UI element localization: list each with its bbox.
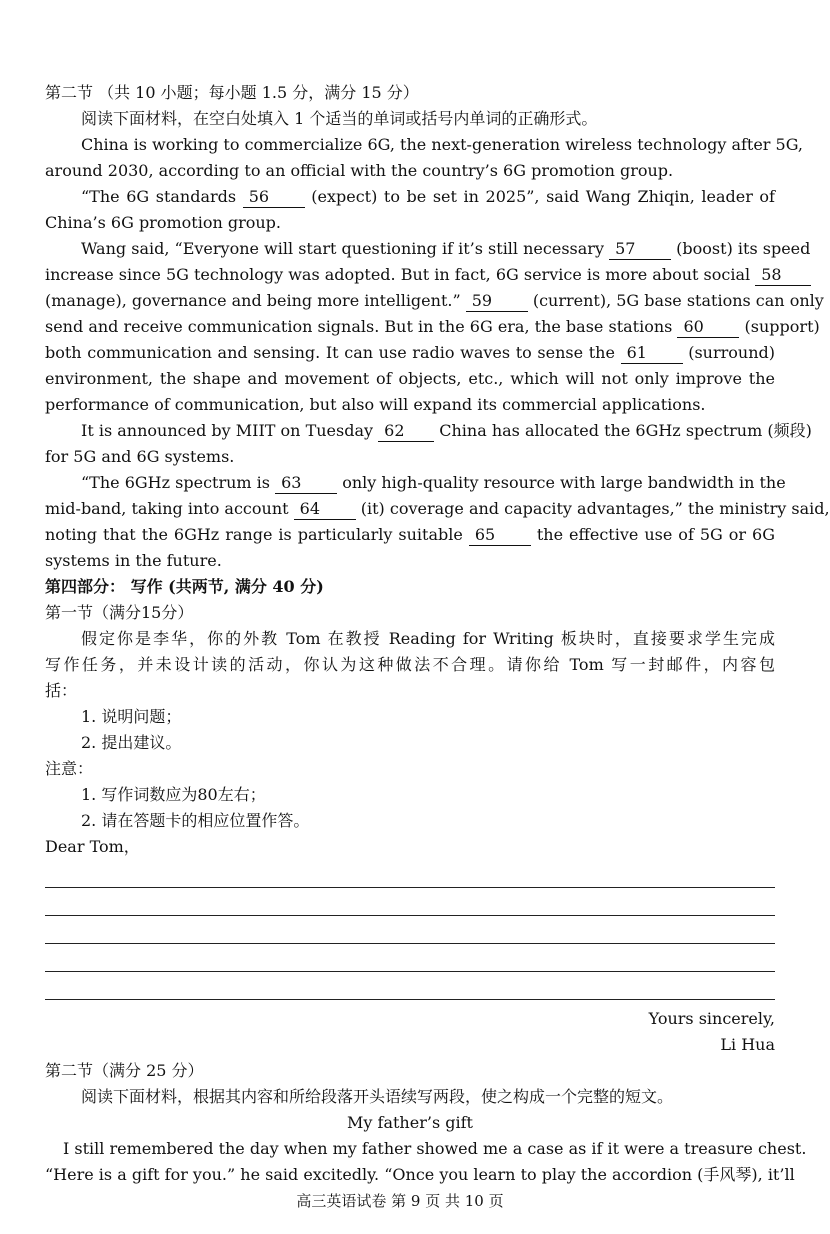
blank-62: 62 [378, 421, 434, 442]
section2-heading: 第二节 （共 10 小题；每小题 1.5 分，满分 15 分） [45, 83, 419, 102]
text: (expect) to be set in 2025”, said Wang Zhiqin, leader of [311, 187, 775, 206]
text: “The 6GHz spectrum is [81, 473, 270, 492]
passage-line [45, 262, 782, 288]
writing1-prompt: 假定你是李华，你的外教 Tom 在教授 Reading for Writing 板块时，直接要求学生完成 [81, 629, 775, 648]
blank-63: 63 [275, 473, 337, 494]
page-footer: 高三英语试卷 第 9 页 共 10 页 [296, 1192, 504, 1210]
writing1-item: 2. 提出建议。 [81, 733, 182, 752]
passage-line: China is working to commercialize 6G, the next-generation wireless technology after 5G, [81, 135, 804, 154]
answer-line [45, 972, 775, 1000]
writing1-item: 1. 说明问题； [81, 707, 182, 726]
blank-64: 64 [294, 499, 356, 520]
text: noting that the 6GHz range is particularly suitable [45, 525, 463, 544]
passage-line: around 2030, according to an official with the country’s 6G promotion group. [45, 161, 674, 180]
part4-heading: 第四部分： 写作 (共两节, 满分 40 分) [45, 577, 324, 596]
blank-58: 58 [755, 265, 811, 286]
section2-instruction: 阅读下面材料，在空白处填入 1 个适当的单词或括号内单词的正确形式。 [81, 109, 598, 128]
answer-line [45, 860, 775, 888]
text: (surround) [688, 343, 775, 362]
passage-line [45, 470, 786, 496]
passage-line: environment, the shape and movement of objects, etc., which will not only improve the [45, 369, 775, 388]
text: (current), 5G base stations can only [532, 291, 824, 310]
text: send and receive communication signals. But in the 6G era, the base stations [45, 317, 673, 336]
text: “The 6G standards [81, 187, 237, 206]
passage-line [45, 496, 830, 522]
passage-line [45, 236, 811, 262]
blank-65: 65 [469, 525, 531, 546]
story-title: My father’s gift [347, 1113, 473, 1132]
passage-line: performance of communication, but also will expand its commercial applications. [45, 395, 706, 414]
note-item: 1. 写作词数应为80左右； [81, 785, 266, 804]
blank-56: 56 [243, 187, 305, 208]
passage-line [45, 288, 824, 314]
blank-59: 59 [466, 291, 528, 312]
text: Wang said, “Everyone will start questioning if it’s still necessary [81, 239, 604, 258]
text: (boost) its speed [676, 239, 811, 258]
notes-label: 注意： [45, 759, 94, 778]
signature: Li Hua [720, 1035, 775, 1054]
story-line: I still remembered the day when my father showed me a case as if it were a treasure chest. [63, 1139, 807, 1158]
text: (manage), governance and being more intelligent.” [45, 291, 461, 310]
text: It is announced by MIIT on Tuesday [81, 421, 374, 440]
salutation: Dear Tom， [45, 837, 140, 856]
passage-line [45, 184, 775, 210]
note-item: 2. 请在答题卡的相应位置作答。 [81, 811, 310, 830]
answer-lines [45, 860, 775, 1000]
text: only high-quality resource with large bandwidth in the [342, 473, 786, 492]
passage-line [45, 314, 820, 340]
passage-line [45, 522, 775, 548]
answer-line [45, 888, 775, 916]
passage-line: China’s 6G promotion group. [45, 213, 281, 232]
blank-61: 61 [621, 343, 683, 364]
blank-57: 57 [609, 239, 671, 260]
writing1-prompt: 括： [45, 681, 78, 700]
story-line: “Here is a gift for you.” he said excitedly. “Once you learn to play the accordion (手风琴), it’ll [45, 1165, 795, 1184]
passage-line [45, 418, 812, 444]
passage-line: for 5G and 6G systems. [45, 447, 235, 466]
writing2-instruction: 阅读下面材料，根据其内容和所给段落开头语续写两段，使之构成一个完整的短文。 [81, 1087, 674, 1106]
blank-60: 60 [677, 317, 739, 338]
writing1-heading: 第一节（满分15分） [45, 603, 194, 622]
writing1-prompt: 写作任务，并未设计读的活动，你认为这种做法不合理。请你给 Tom 写一封邮件，内容包 [45, 655, 775, 674]
text: (it) coverage and capacity advantages,” the ministry said, [360, 499, 830, 518]
answer-line [45, 916, 775, 944]
answer-line [45, 944, 775, 972]
passage-line [45, 340, 775, 366]
passage-line: systems in the future. [45, 551, 222, 570]
text: both communication and sensing. It can use radio waves to sense the [45, 343, 615, 362]
text: the effective use of 5G or 6G [536, 525, 776, 544]
text: China has allocated the 6GHz spectrum (频段) [439, 421, 812, 440]
text: increase since 5G technology was adopted. But in fact, 6G service is more about social [45, 265, 751, 284]
page-content [45, 80, 830, 1188]
writing2-heading: 第二节（满分 25 分） [45, 1061, 204, 1080]
closing: Yours sincerely, [648, 1009, 775, 1028]
text: mid-band, taking into account [45, 499, 289, 518]
text: (support) [744, 317, 820, 336]
